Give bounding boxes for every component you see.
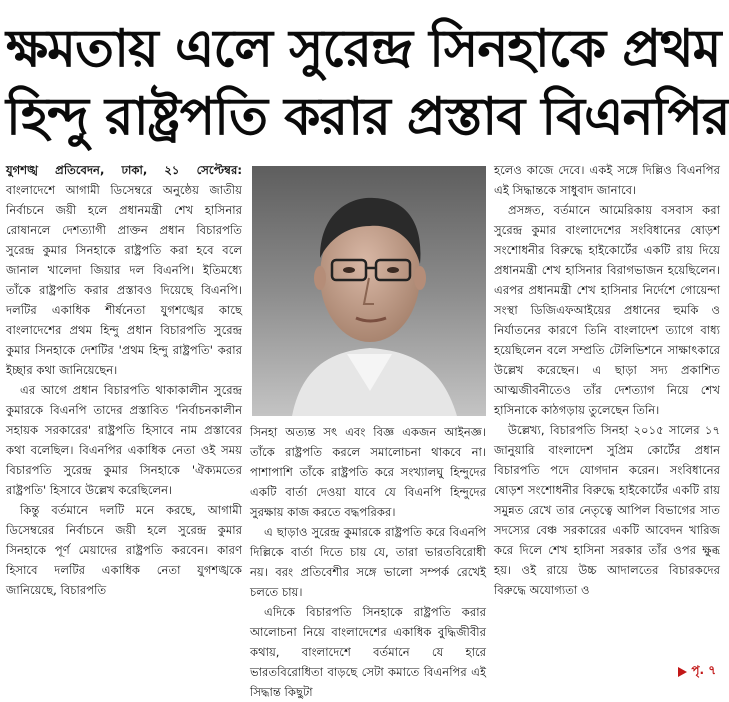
col3-paragraph-2: প্রসঙ্গত, বর্তমানে আমেরিকায় বসবাস করা সুরেন্দ্র কুমার বাংলাদেশের সংবিধানের ষোড়শ সংশোধনীর বিরুদ্ধে হাইকোর্টের একটি রায় দিয়ে প্রধানমন্ত্রী শেখ হাসিনার বিরাগভাজন হয়েছিলেন। এরপর প্রধানমন্ত্রী শেখ হাসিনার নির্দেশে গোয়েন্দা সংস্থা ডিজিএফআইয়ের প্রধানের হুমকি ও নির্যাতনের কারণে তিনি বাংলাদেশ ত্যাগে বাধ্য হয়েছিলেন বলে সম্প্রতি টেলিভিশনে সাক্ষাৎকারে উল্লেখ করেছেন। এ ছাড়া সদ্য প্রকাশিত আত্মজীবনীতেও তাঁর দেশত্যাগ নিয়ে শেখ হাসিনাকে কাঠগড়ায় তুলেছেন তিনি। — [494, 203, 720, 417]
page-ref-label: পৃ. ৭ — [691, 663, 716, 677]
article-column-1 — [6, 160, 242, 680]
portrait-photo — [252, 166, 486, 416]
byline-paragraph — [6, 160, 242, 380]
col2-paragraph-1: সিনহা অত্যন্ত সৎ এবং বিজ্ঞ একজন আইনজ্ঞ। তাঁকে রাষ্ট্রপতি করলে সমালোচনা থাকবে না। পাশাপাশি তাঁকে রাষ্ট্রপতি করে সংখ্যালঘু হিন্দুদের একটি বার্তা দেওয়া যাবে যে বিএনপি হিন্দুদের সুরক্ষায় কাজ করতে বদ্ধপরিকর। — [250, 425, 486, 519]
portrait-illustration — [252, 166, 486, 416]
col1-paragraph-3: কিন্তু বর্তমানে দলটি মনে করছে, আগামী ডিসেম্বরের নির্বাচনে জয়ী হলে সুরেন্দ্র কুমার সিনহাকে পূর্ণ মেয়াদের রাষ্ট্রপতি করবেন। কারণ হিসাবে দলটির একাধিক নেতা যুগশঙ্খকে জানিয়েছে, বিচারপতি — [6, 503, 242, 597]
col2-paragraph-2: এ ছাড়াও সুরেন্দ্র কুমারকে রাষ্ট্রপতি করে বিএনপি দিল্লিকে বার্তা দিতে চায় যে, তারা ভারতবিরোধী নয়। বরং প্রতিবেশীর সঙ্গে ভালো সম্পর্ক রেখেই চলতে চায়। — [250, 525, 486, 599]
col1-paragraph-2: এর আগে প্রধান বিচারপতি থাকাকালীন সুরেন্দ্র কুমারকে বিএনপি তাদের প্রস্তাবিত 'নির্বাচনকালীন সহায়ক সরকারের' রাষ্ট্রপতি হিসাবে নাম প্রস্তাবের কথা বলেছিল। বিএনপির একাধিক নেতা ওই সময় বিচারপতি সুরেন্দ্র কুমার সিনহাকে 'ঐক্যমতের রাষ্ট্রপতি' হিসাবে উল্লেখ করেছিলেন। — [6, 383, 242, 497]
byline: যুগশঙ্খ প্রতিবেদন, ঢাকা, ২১ সেপ্টেম্বর: — [6, 163, 242, 177]
col3-paragraph-3: উল্লেখ্য, বিচারপতি সিনহা ২০১৫ সালের ১৭ জানুয়ারি বাংলাদেশ সুপ্রিম কোর্টের প্রধান বিচারপতি পদে যোগদান করেন। সংবিধানের ষোড়শ সংশোধনীর বিরুদ্ধে হাইকোর্টের একটি রায় সমুন্নত রেখে তার নেতৃত্বে আপিল বিভাগের সাত সদস্যের বেঞ্চ সরকারের একটি আবেদন খারিজ করে দিলে শেখ হাসিনা সরকার তাঁর ওপর ক্ষুব্ধ হয়। ওই রায়ে উচ্চ আদালতের বিচারকদের বিরুদ্ধে অযোগ্যতা ও — [494, 423, 720, 597]
headline-line-1: ক্ষমতায় এলে সুরেন্দ্র সিনহাকে প্রথম — [6, 19, 721, 79]
article-column-3 — [494, 160, 720, 680]
arrow-right-icon — [678, 667, 687, 677]
headline-line-2: হিন্দু রাষ্ট্রপতি করার প্রস্তাব বিএনপির — [6, 87, 729, 147]
col2-paragraph-3: এদিকে বিচারপতি সিনহাকে রাষ্ট্রপতি করার আলোচনা নিয়ে বাংলাদেশের একাধিক বুদ্ধিজীবীর কথায়, বাংলাদেশে বর্তমানে যে হারে ভারতবিরোধিতা বাড়ছে সেটা কমাতে বিএনপির এই সিদ্ধান্ত কিছুটা — [250, 605, 486, 699]
article-column-2 — [250, 422, 486, 699]
col1-paragraph-1: বাংলাদেশে আগামী ডিসেম্বরে অনুষ্ঠেয় জাতীয় নির্বাচনে জয়ী হলে প্রধানমন্ত্রী শেখ হাসিনার রোষানলে দেশত্যাগী প্রাক্তন প্রধান বিচারপতি সুরেন্দ্র কুমার সিনহাকে রাষ্ট্রপতি করা হবে বলে জানাল খালেদা জিয়ার দল বিএনপি। ইতিমধ্যে তাঁকে রাষ্ট্রপতি করার প্রস্তাবও দিয়েছে বিএনপি। দলটির একাধিক শীর্ষনেতা যুগশঙ্খের কাছে বাংলাদেশের প্রথম হিন্দু প্রধান বিচারপতি সুরেন্দ্র কুমার সিনহাকে দেশটির 'প্রথম হিন্দু রাষ্ট্রপতি' করার ইচ্ছার কথা জানিয়েছেন। — [6, 183, 242, 377]
col3-paragraph-1: হলেও কাজে দেবে। একই সঙ্গে দিল্লিও বিএনপির এই সিদ্ধান্তকে সাধুবাদ জানাবে। — [494, 163, 720, 197]
continuation-reference — [678, 662, 716, 682]
